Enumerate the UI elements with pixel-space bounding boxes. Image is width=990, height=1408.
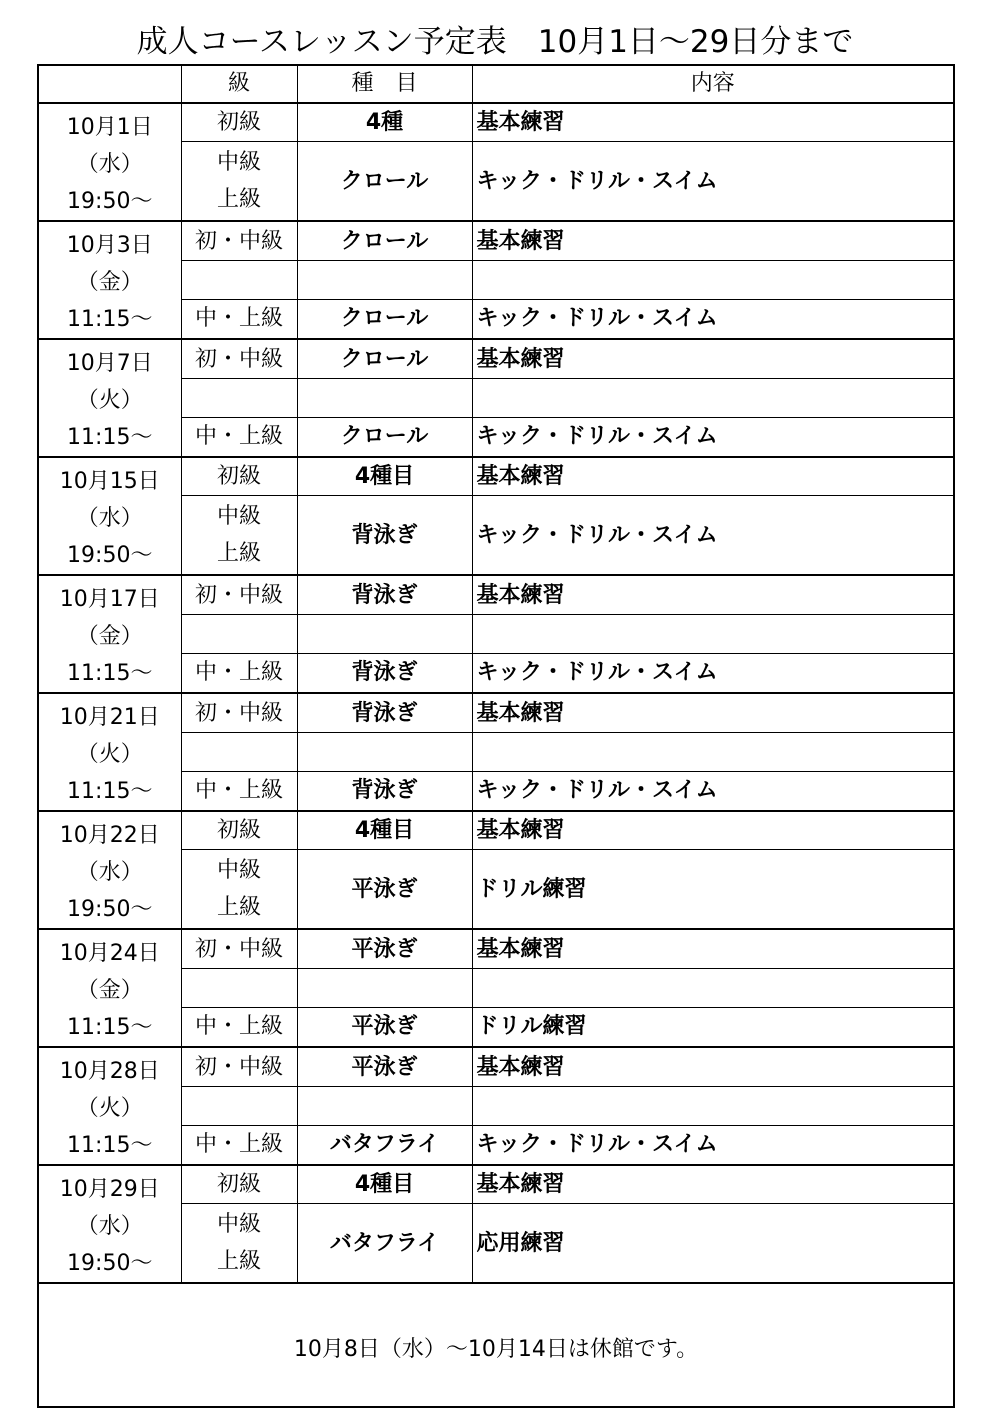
table-row — [38, 1165, 954, 1204]
session-time: 11:15～ — [67, 779, 153, 804]
level-cell — [181, 261, 297, 300]
level-cell — [181, 1007, 297, 1047]
content-cell: 基本練習 — [472, 457, 954, 496]
table-row — [38, 575, 954, 615]
content-cell: 基本練習 — [472, 811, 954, 850]
table-row — [38, 221, 954, 261]
level-label: 上級 — [216, 187, 261, 212]
stroke-kind-cell: 平泳ぎ — [297, 850, 472, 930]
session-date: 10月29日 — [59, 1177, 160, 1202]
stroke-kind-cell: 背泳ぎ — [297, 693, 472, 733]
notice-section — [38, 1283, 954, 1407]
table-row — [38, 929, 954, 969]
stroke-kind-cell: クロール — [297, 142, 472, 222]
schedule-group — [38, 1047, 954, 1165]
header-date — [38, 65, 181, 103]
session-time: 11:15～ — [67, 425, 153, 450]
stroke-kind-cell: バタフライ — [297, 1204, 472, 1284]
stroke-kind-cell: クロール — [297, 221, 472, 261]
level-cell — [181, 575, 297, 615]
level-label: 中・上級 — [194, 1014, 283, 1040]
stroke-kind-cell: 4種 — [297, 103, 472, 142]
level-cell — [181, 693, 297, 733]
session-date-cell — [38, 693, 181, 811]
stroke-kind-cell: クロール — [297, 299, 472, 339]
session-weekday: （火） — [76, 742, 143, 767]
level-cell — [181, 417, 297, 457]
content-cell: キック・ドリル・スイム — [472, 1125, 954, 1165]
level-cell — [181, 615, 297, 654]
level-cell — [181, 457, 297, 496]
level-cell — [181, 339, 297, 379]
content-cell: キック・ドリル・スイム — [472, 142, 954, 222]
level-cell — [181, 969, 297, 1008]
level-label: 中級 — [216, 1212, 261, 1237]
session-time: 19:50～ — [67, 543, 153, 568]
session-time: 11:15～ — [67, 307, 153, 332]
stroke-kind-cell: 平泳ぎ — [297, 1047, 472, 1087]
level-label: 初・中級 — [194, 1054, 283, 1080]
content-cell — [472, 733, 954, 772]
level-cell — [181, 1087, 297, 1126]
level-cell — [181, 221, 297, 261]
content-cell — [472, 261, 954, 300]
session-weekday: （水） — [76, 506, 143, 531]
level-label: 上級 — [216, 541, 261, 566]
content-cell: 基本練習 — [472, 1047, 954, 1087]
schedule-group — [38, 221, 954, 339]
table-row — [38, 339, 954, 379]
level-label: 初・中級 — [194, 936, 283, 962]
table-header — [38, 65, 954, 103]
session-date-cell — [38, 103, 181, 221]
session-weekday: （火） — [76, 1096, 143, 1121]
content-cell: 基本練習 — [472, 929, 954, 969]
level-label: 初級 — [216, 110, 261, 135]
session-date: 10月7日 — [66, 351, 153, 376]
session-date-cell — [38, 575, 181, 693]
content-cell — [472, 1087, 954, 1126]
session-time: 19:50～ — [67, 897, 153, 922]
stroke-kind-cell: 4種目 — [297, 457, 472, 496]
page-title: 成人コースレッスン予定表 10月1日～29日分まで — [136, 24, 854, 60]
stroke-kind-cell: 背泳ぎ — [297, 496, 472, 576]
level-cell — [181, 929, 297, 969]
stroke-kind-cell: バタフライ — [297, 1125, 472, 1165]
session-time: 11:15～ — [67, 1015, 153, 1040]
content-cell: ドリル練習 — [472, 850, 954, 930]
stroke-kind-cell — [297, 379, 472, 418]
stroke-kind-cell: 背泳ぎ — [297, 575, 472, 615]
level-label: 中・上級 — [194, 306, 283, 332]
content-cell: キック・ドリル・スイム — [472, 771, 954, 811]
level-label: 初級 — [216, 818, 261, 843]
schedule-group — [38, 929, 954, 1047]
header-kind: 種 目 — [297, 65, 472, 103]
session-date: 10月3日 — [66, 233, 153, 258]
session-date: 10月22日 — [59, 823, 160, 848]
header-content: 内容 — [472, 65, 954, 103]
stroke-kind-cell: クロール — [297, 339, 472, 379]
schedule-group — [38, 457, 954, 575]
level-label: 中・上級 — [194, 1132, 283, 1158]
content-cell: キック・ドリル・スイム — [472, 653, 954, 693]
session-weekday: （金） — [76, 270, 143, 295]
schedule-group — [38, 575, 954, 693]
content-cell: 基本練習 — [472, 1165, 954, 1204]
level-label: 上級 — [216, 895, 261, 920]
schedule-group — [38, 1165, 954, 1283]
schedule-group — [38, 811, 954, 929]
level-label: 中・上級 — [194, 424, 283, 450]
level-label: 中級 — [216, 858, 261, 883]
content-cell: 基本練習 — [472, 575, 954, 615]
content-cell: 応用練習 — [472, 1204, 954, 1284]
schedule-table — [37, 64, 955, 1408]
content-cell: キック・ドリル・スイム — [472, 496, 954, 576]
content-cell: 基本練習 — [472, 339, 954, 379]
level-label: 初・中級 — [194, 346, 283, 372]
table-row — [38, 103, 954, 142]
level-cell — [181, 771, 297, 811]
level-cell — [181, 103, 297, 142]
level-cell — [181, 379, 297, 418]
stroke-kind-cell: 平泳ぎ — [297, 1007, 472, 1047]
level-cell — [181, 653, 297, 693]
table-row — [38, 457, 954, 496]
session-date-cell — [38, 457, 181, 575]
level-cell — [181, 733, 297, 772]
table-row — [38, 693, 954, 733]
closure-notice: 10月8日（水）～10月14日は休館です。 — [38, 1283, 954, 1407]
session-date: 10月24日 — [59, 941, 160, 966]
session-date: 10月21日 — [59, 705, 160, 730]
level-label: 中級 — [216, 504, 261, 529]
stroke-kind-cell: 背泳ぎ — [297, 771, 472, 811]
level-label: 初・中級 — [194, 582, 283, 608]
content-cell: 基本練習 — [472, 103, 954, 142]
session-date-cell — [38, 929, 181, 1047]
stroke-kind-cell — [297, 733, 472, 772]
level-cell — [181, 811, 297, 850]
level-cell — [181, 1204, 297, 1284]
schedule-group — [38, 693, 954, 811]
stroke-kind-cell — [297, 261, 472, 300]
stroke-kind-cell: 平泳ぎ — [297, 929, 472, 969]
session-time: 19:50～ — [67, 189, 153, 214]
level-cell — [181, 299, 297, 339]
stroke-kind-cell: 背泳ぎ — [297, 653, 472, 693]
schedule-group — [38, 339, 954, 457]
content-cell — [472, 615, 954, 654]
session-weekday: （水） — [76, 1214, 143, 1239]
stroke-kind-cell — [297, 1087, 472, 1126]
level-cell — [181, 496, 297, 576]
session-date-cell — [38, 1047, 181, 1165]
content-cell — [472, 379, 954, 418]
session-date: 10月1日 — [66, 115, 153, 140]
session-date-cell — [38, 221, 181, 339]
level-label: 初級 — [216, 1172, 261, 1197]
session-date: 10月15日 — [59, 469, 160, 494]
level-cell — [181, 1125, 297, 1165]
content-cell: キック・ドリル・スイム — [472, 299, 954, 339]
session-weekday: （水） — [76, 152, 143, 177]
level-label: 中級 — [216, 150, 261, 175]
content-cell: 基本練習 — [472, 693, 954, 733]
session-date-cell — [38, 339, 181, 457]
level-label: 中・上級 — [194, 778, 283, 804]
header-row — [38, 65, 954, 103]
level-cell — [181, 850, 297, 930]
session-date: 10月17日 — [59, 587, 160, 612]
level-label: 初級 — [216, 464, 261, 489]
session-weekday: （水） — [76, 860, 143, 885]
table-row — [38, 811, 954, 850]
session-weekday: （金） — [76, 624, 143, 649]
session-time: 19:50～ — [67, 1251, 153, 1276]
stroke-kind-cell: 4種目 — [297, 1165, 472, 1204]
level-cell — [181, 1047, 297, 1087]
stroke-kind-cell — [297, 969, 472, 1008]
content-cell: 基本練習 — [472, 221, 954, 261]
level-label: 初・中級 — [194, 228, 283, 254]
content-cell — [472, 969, 954, 1008]
session-weekday: （金） — [76, 978, 143, 1003]
content-cell: キック・ドリル・スイム — [472, 417, 954, 457]
table-row — [38, 1047, 954, 1087]
session-time: 11:15～ — [67, 1133, 153, 1158]
level-cell — [181, 142, 297, 222]
notice-row — [38, 1283, 954, 1407]
session-date-cell — [38, 1165, 181, 1283]
stroke-kind-cell: クロール — [297, 417, 472, 457]
session-weekday: （火） — [76, 388, 143, 413]
session-date: 10月28日 — [59, 1059, 160, 1084]
session-time: 11:15～ — [67, 661, 153, 686]
content-cell: ドリル練習 — [472, 1007, 954, 1047]
level-label: 初・中級 — [194, 700, 283, 726]
schedule-group — [38, 103, 954, 221]
level-cell — [181, 1165, 297, 1204]
stroke-kind-cell — [297, 615, 472, 654]
session-date-cell — [38, 811, 181, 929]
header-level: 級 — [181, 65, 297, 103]
level-label: 中・上級 — [194, 660, 283, 686]
level-label: 上級 — [216, 1249, 261, 1274]
stroke-kind-cell: 4種目 — [297, 811, 472, 850]
